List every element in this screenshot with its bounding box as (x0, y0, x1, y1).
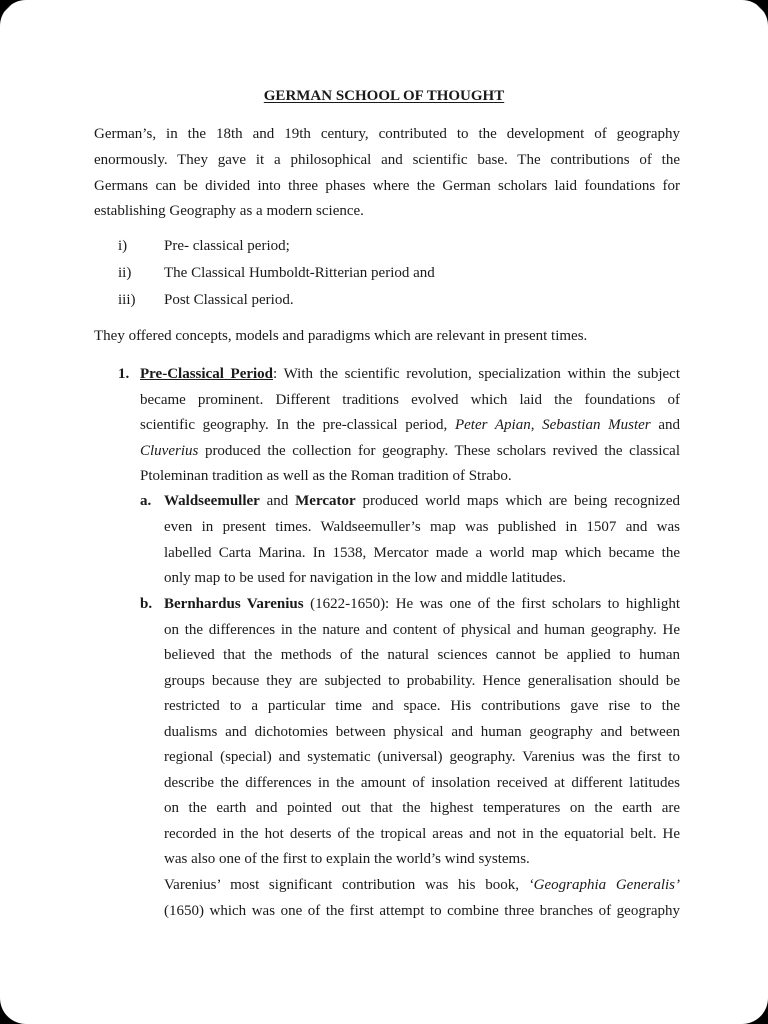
sub-item-line (164, 491, 680, 511)
scholar-name: Mercator (295, 493, 356, 509)
section-line (140, 415, 680, 435)
phase-number: ii) (118, 265, 132, 281)
scholar-name: Waldseemuller (164, 493, 260, 509)
sub-item-line: (1650) which was one of the first attempt to combine three branches of geography (164, 903, 680, 919)
sub-item-text: and (259, 493, 296, 509)
phase-text: Pre- classical period; (164, 238, 290, 254)
intro-line: establishing Geography as a modern science. (94, 203, 364, 219)
phase-number: iii) (118, 292, 136, 308)
sub-item-line: groups because they are subjected to probability. Hence generalisation should be (164, 673, 680, 689)
sub-item-letter: b. (140, 596, 153, 612)
sub-item-line: restricted to a particular time and space. His contributions gave rise to the (164, 698, 680, 714)
sub-item-line: only map to be used for navigation in the low and middle latitudes. (164, 570, 567, 586)
section-line: became prominent. Different traditions evolved which laid the foundations of (140, 392, 680, 408)
section-line (140, 441, 680, 461)
sub-item-line: dualisms and dichotomies between physical and human geography and between (164, 724, 680, 740)
scan-corner-top-right (752, 0, 768, 16)
section-heading: Pre-Classical Period (140, 366, 274, 382)
sub-item-letter: a. (140, 493, 152, 509)
sub-item-line: labelled Carta Marina. In 1538, Mercator made a world map which became the (164, 545, 680, 561)
sub-item-line: on the differences in the nature and content of physical and human geography. He (164, 622, 680, 638)
sub-item-line: describe the differences in the amount of insolation received at different latitudes (164, 775, 680, 791)
sub-item-text: (1622-1650): He was one of the first scholars to highlight (303, 596, 680, 612)
book-title: ‘Geographia Generalis’ (528, 877, 680, 893)
phase-text: Post Classical period. (164, 292, 294, 308)
sub-item-line: on the earth and pointed out that the highest temperatures on the earth are (164, 800, 680, 816)
concepts-line: They offered concepts, models and paradigms which are relevant in present times. (94, 328, 588, 344)
section-number: 1. (118, 366, 130, 382)
sub-item-line: regional (special) and systematic (universal) geography. Varenius was the first to (164, 749, 680, 765)
sub-item-line (164, 875, 680, 895)
sub-item-line: even in present times. Waldseemuller’s map was published in 1507 and was (164, 519, 680, 535)
sub-item-line: was also one of the first to explain the world’s wind systems. (164, 851, 530, 867)
section-text: : With the scientific revolution, specialization within the subject (273, 366, 680, 382)
sub-item-text: Varenius’ most significant contribution was his book, (164, 877, 529, 893)
section-text: and (650, 417, 680, 433)
sub-item-line: recorded in the hot deserts of the tropical areas and not in the equatorial belt. He (164, 826, 680, 842)
section-text: produced the collection for geography. These scholars revived the classical (198, 443, 680, 459)
phase-number: i) (118, 238, 128, 254)
sub-item-line (164, 594, 680, 614)
scholar-name: Cluverius (140, 443, 199, 459)
section-line: Ptoleminan tradition as well as the Roman tradition of Strabo. (140, 468, 512, 484)
sub-item-line: believed that the methods of the natural sciences cannot be applied to human (164, 647, 680, 663)
section-text: scientific geography. In the pre-classical period, (140, 417, 455, 433)
intro-line: German’s, in the 18th and 19th century, contributed to the development of geography (94, 126, 680, 142)
phase-text: The Classical Humboldt-Ritterian period and (164, 265, 435, 281)
sub-item-text: produced world maps which are being recognized (355, 493, 680, 509)
scholar-names: Peter Apian, Sebastian Muster (454, 417, 651, 433)
page-title: GERMAN SCHOOL OF THOUGHT (263, 88, 505, 104)
scholar-name: Bernhardus Varenius (164, 596, 304, 612)
section-line (140, 364, 680, 384)
intro-line: Germans can be divided into three phases where the German scholars laid foundations for (94, 178, 680, 194)
scan-corner-top-left (0, 0, 16, 16)
intro-line: enormously. They gave it a philosophical and scientific base. The contributions of the (94, 152, 680, 168)
